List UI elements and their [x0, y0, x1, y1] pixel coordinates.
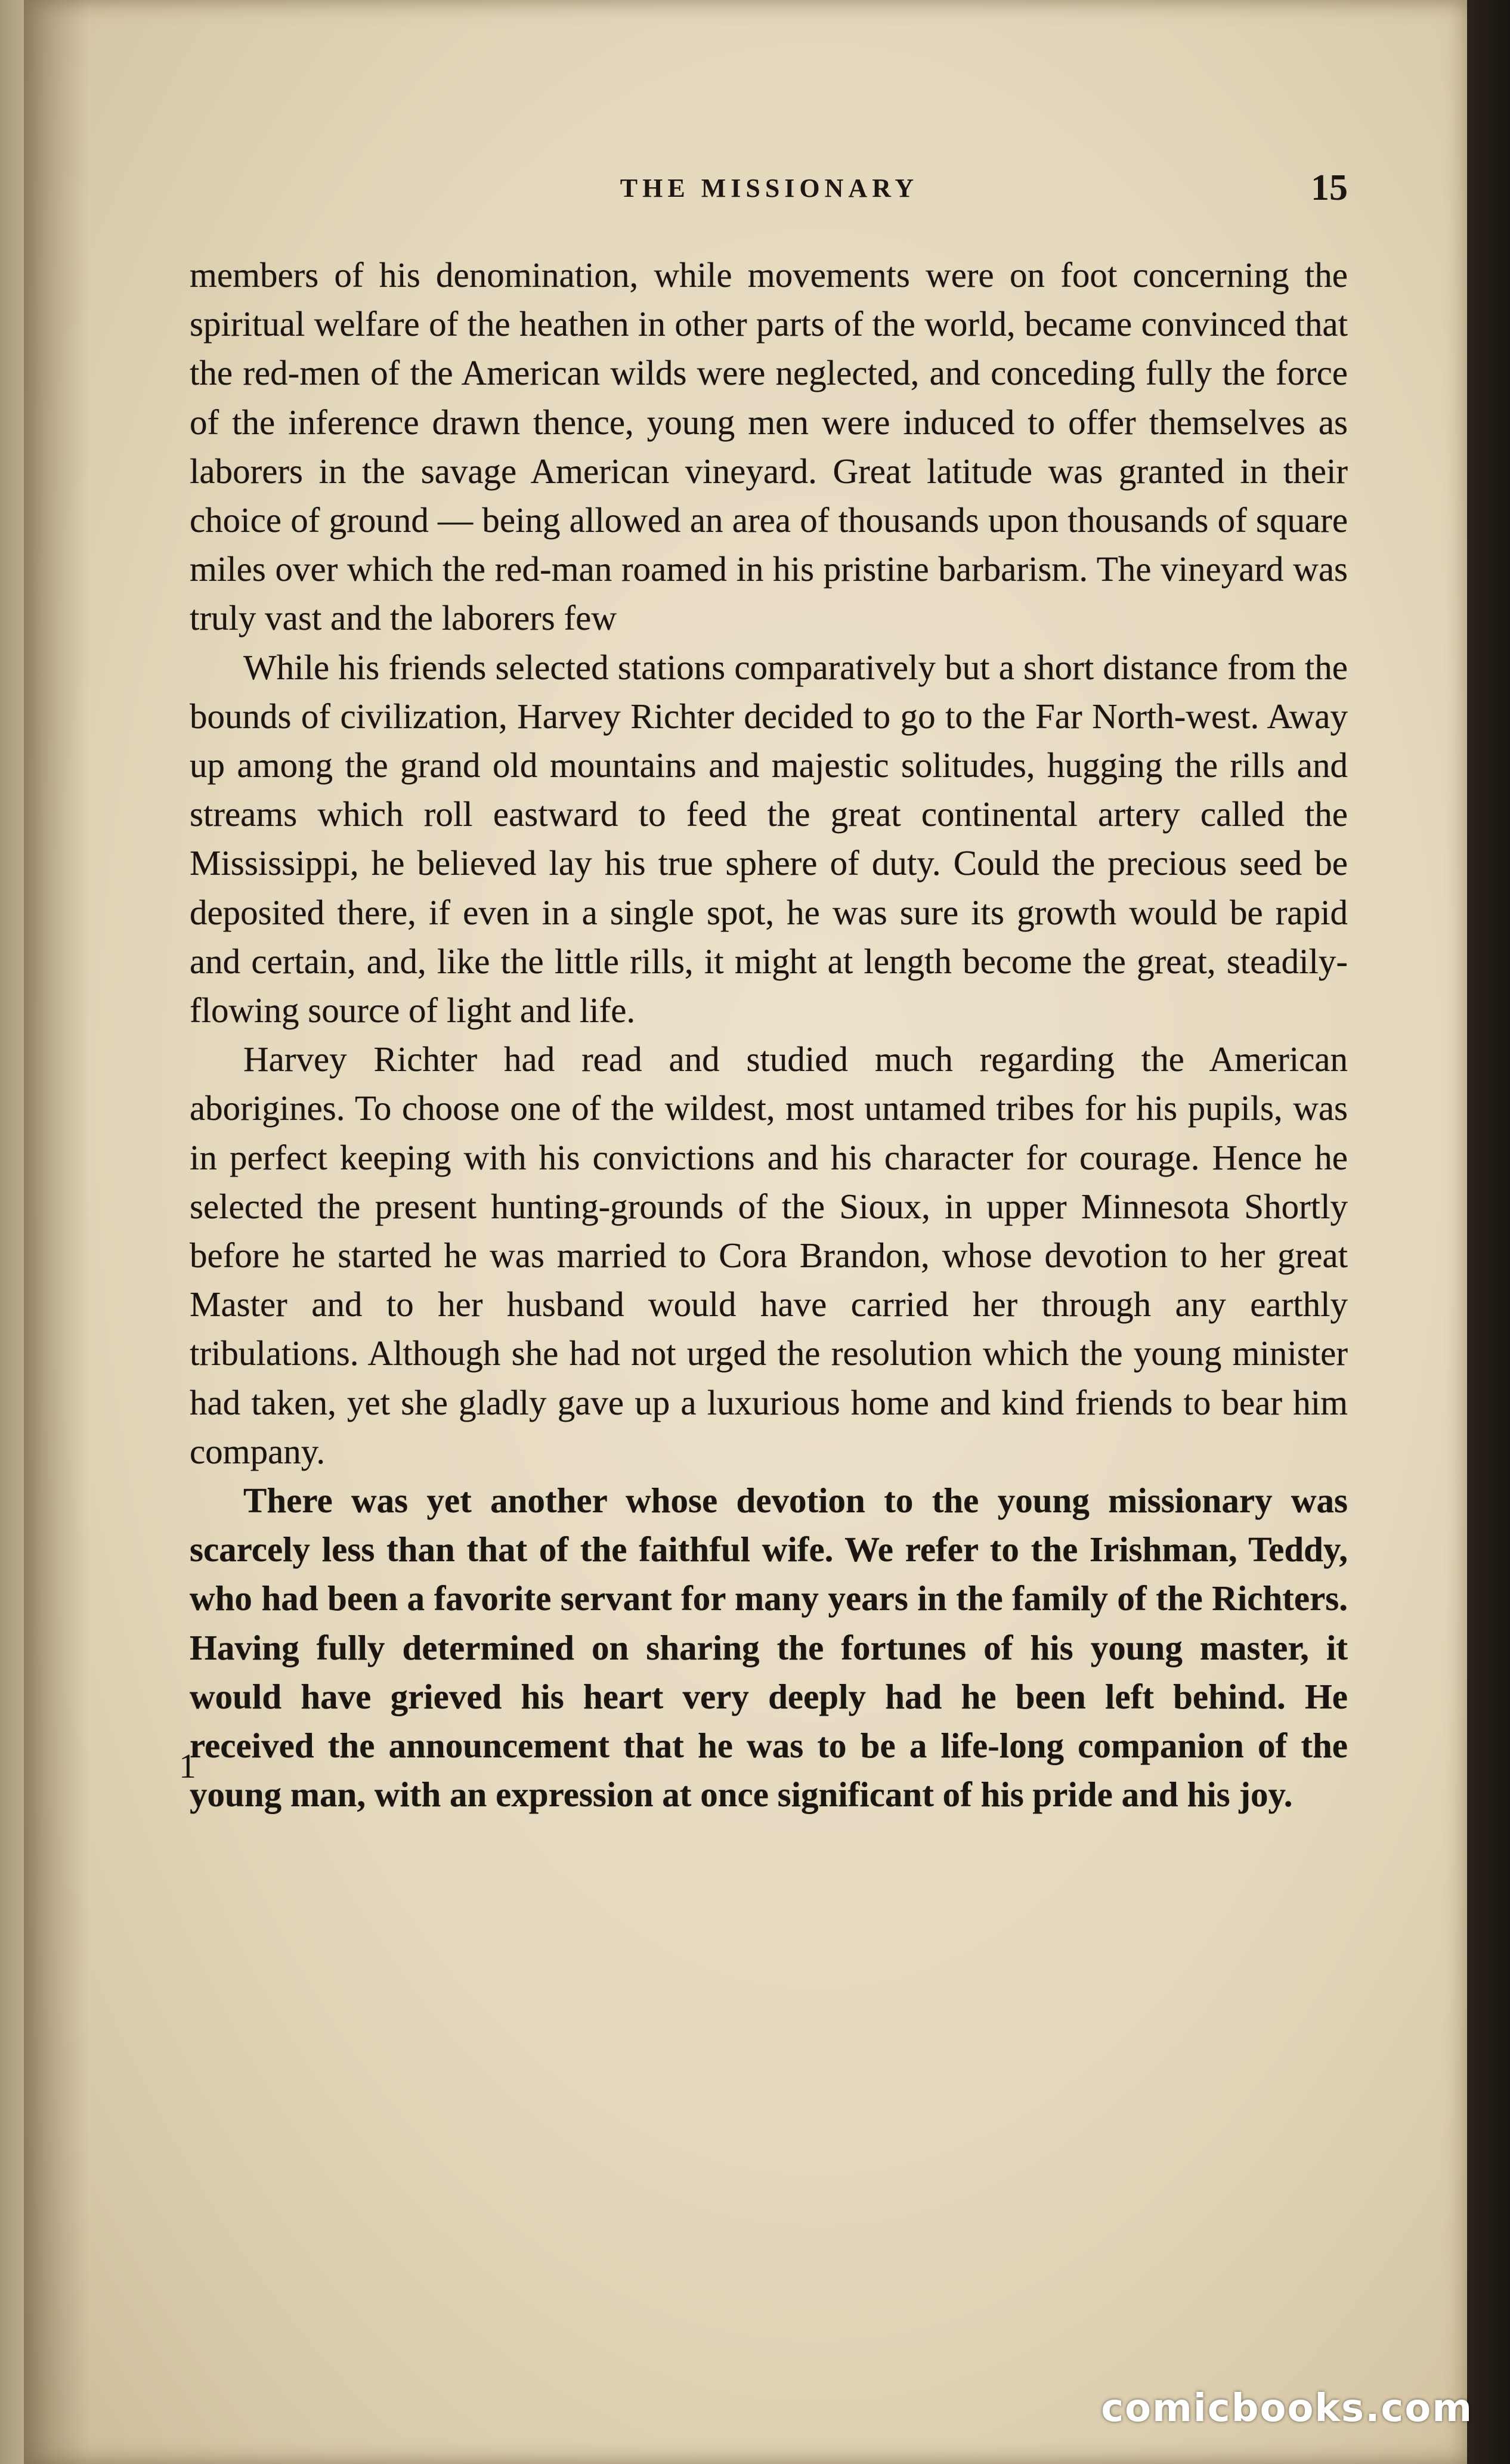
paragraph-3: Harvey Richter had read and studied much regarding the American aborigines. To choose one of the wildest, most untamed tribes for his pupils, was in perfect keeping with his convictions and his character for courage. Hence he selected the present hunting-grounds of the Sioux, in upper Minnesota Shortly before he started he was married to Cora Brandon, whose devotion to her great Master and to her husband would have carried her through any earthly tribulations. Although she had not urged the resolution which the young minister had taken, yet she gladly gave up a luxurious home and kind friends to bear him company. — [190, 1039, 1348, 1471]
running-head: THE MISSIONARY — [620, 174, 919, 203]
page-number: 15 — [1311, 168, 1348, 208]
page-gutter-shadow — [24, 0, 89, 2464]
page-header — [191, 167, 1348, 221]
watermark: comicbooks.com — [1101, 2386, 1473, 2431]
margin-mark: 1 — [179, 1747, 196, 1785]
body-text — [190, 250, 1348, 1819]
paragraph-4: There was yet another whose devotion to the young missionary was scarcely less than that of the faithful wife. We refer to the Irishman, Teddy, who had been a favorite servant for many years in the family of the Richters. Having fully determined on sharing the fortunes of his young master, it would have grieved his heart very deeply had he been left behind. He received the announcement that he was to be a life-long companion of the young man, with an expression at once significant of his pride and his joy. — [190, 1481, 1348, 1815]
paragraph-2: While his friends selected stations comparatively but a short distance from the bounds of civilization, Harvey Richter decided to go to the Far North-west. Away up among the grand old mountains and majestic solitudes, hugging the rills and streams which roll eastward to feed the great continental artery called the Mississippi, he believed lay his true sphere of duty. Could the precious seed be deposited there, if even in a single spot, he was sure its growth would be rapid and certain, and, like the little rills, it might at length become the great, steadily-flowing source of light and life. — [190, 647, 1348, 1030]
paragraph-1: members of his denomination, while movements were on foot concerning the spiritual welfare of the heathen in other parts of the world, became convinced that the red-men of the American wilds were neglected, and conceding fully the force of the inference drawn thence, young men were induced to offer themselves as laborers in the savage American vineyard. Great latitude was granted in their choice of ground — being allowed an area of thousands upon thousands of square miles over which the red-man roamed in his pristine barbarism. The vineyard was truly vast and the laborers few — [190, 255, 1348, 638]
